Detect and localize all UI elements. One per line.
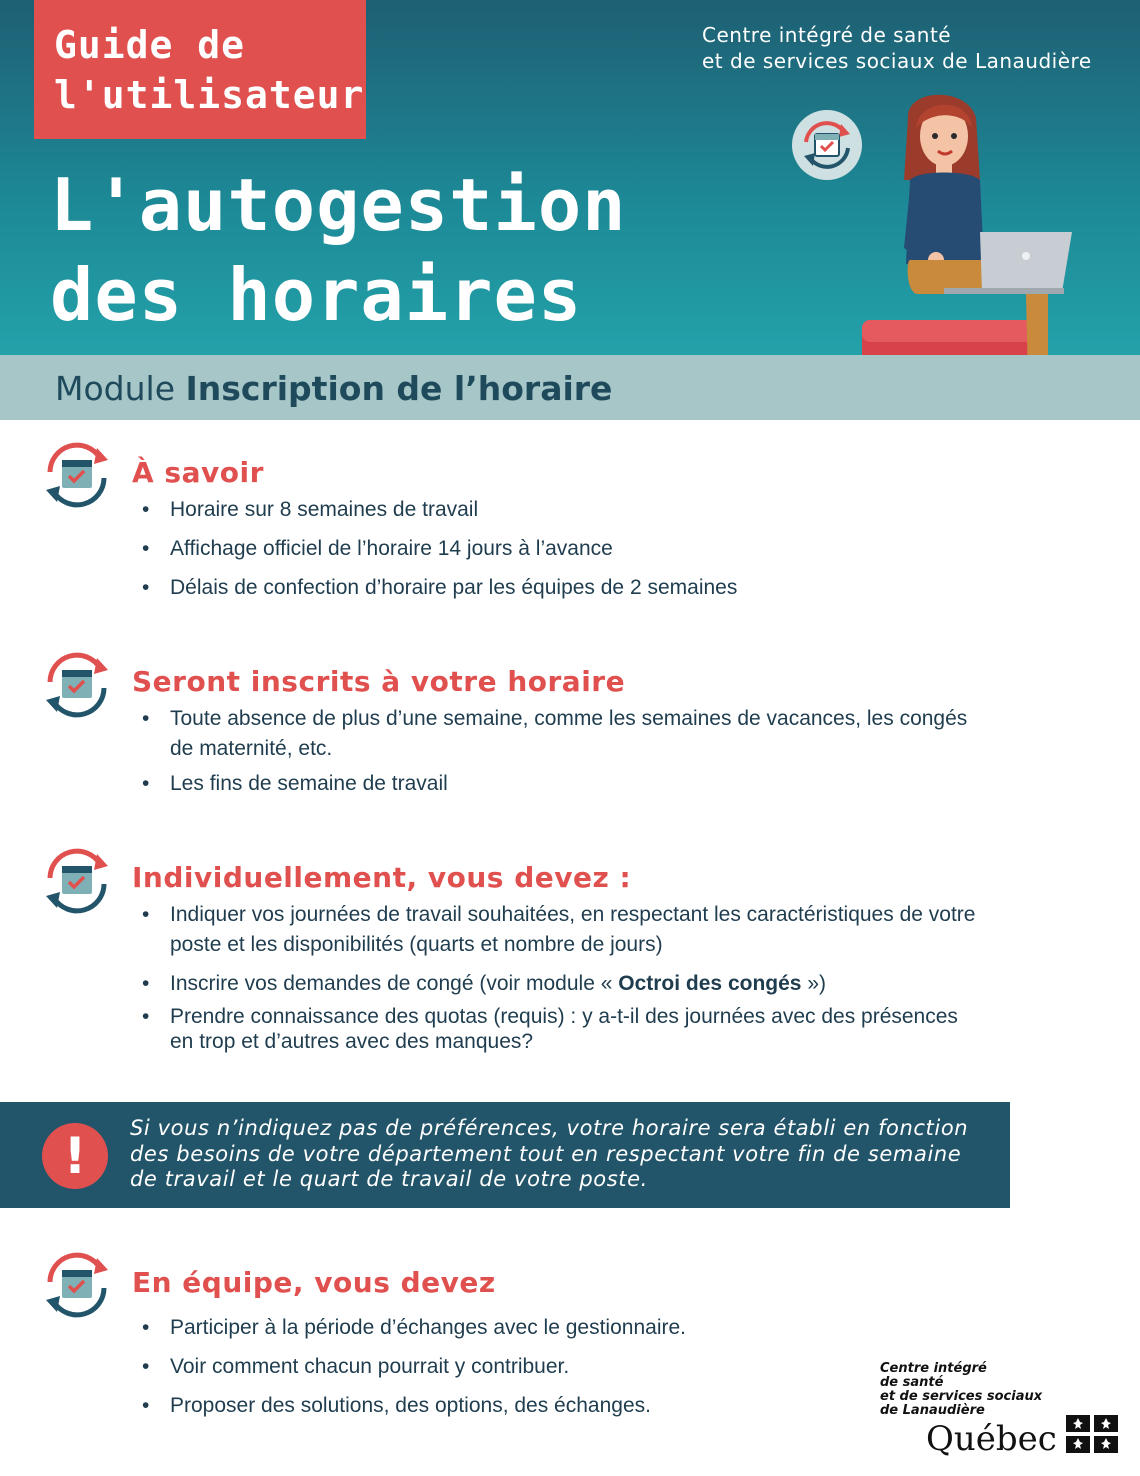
calendar-cycle-icon: [42, 1250, 112, 1320]
module-prefix: Module: [55, 369, 175, 408]
section-title: À savoir: [132, 456, 264, 489]
section-title: Individuellement, vous devez :: [132, 861, 632, 894]
module-name: Inscription de l’horaire: [185, 369, 613, 408]
page-title-line2: des horaires: [50, 253, 583, 337]
calendar-cycle-icon: [792, 110, 862, 180]
list-item: • Indiquer vos journées de travail souhaitées, en respectant les caractéristiques de votre poste et les disponibilités (quarts et nombre de jours): [142, 900, 975, 960]
organization-line1: Centre intégré de santé: [702, 23, 952, 47]
exclamation-icon: !: [42, 1123, 108, 1189]
section-title: En équipe, vous devez: [132, 1266, 496, 1299]
logo-quebec-wordmark: Québec: [926, 1419, 1057, 1459]
list-item: • Inscrire vos demandes de congé (voir module « Octroi des congés »): [142, 969, 975, 999]
section-title: Seront inscrits à votre horaire: [132, 665, 626, 698]
organization-name: [702, 22, 1092, 74]
bullet-list: [142, 900, 975, 1054]
list-item: • Les fins de semaine de travail: [142, 769, 967, 799]
module-title: [55, 369, 612, 409]
guide-label-line1: Guide de: [54, 23, 246, 67]
warning-banner: [0, 1102, 1010, 1208]
module-bar: [0, 355, 1140, 420]
calendar-cycle-icon: [42, 440, 112, 510]
logo-organization: Centre intégré de santé et de services sociaux de Lanaudière: [880, 1361, 1043, 1418]
guide-label-line2: l'utilisateur: [54, 73, 365, 117]
list-item: • Proposer des solutions, des options, des échanges.: [142, 1391, 686, 1421]
calendar-cycle-icon: [42, 846, 112, 916]
bullet-list: [142, 1313, 686, 1421]
list-item: • Participer à la période d’échanges avec le gestionnaire.: [142, 1313, 686, 1343]
guide-label-box: [34, 0, 366, 139]
calendar-cycle-icon: [42, 650, 112, 720]
list-item: • Voir comment chacun pourrait y contribuer.: [142, 1352, 686, 1382]
page-title-line1: L'autogestion: [50, 163, 627, 247]
bullet-list: [142, 495, 737, 603]
page-title: [50, 160, 627, 340]
bullet-list: [142, 704, 967, 799]
organization-line2: et de services sociaux de Lanaudière: [702, 49, 1092, 73]
list-item: • Toute absence de plus d’une semaine, comme les semaines de vacances, les congés de maternité, etc.: [142, 704, 967, 764]
list-item: • Délais de confection d’horaire par les équipes de 2 semaines: [142, 573, 737, 603]
fleur-de-lis-flag-icon: [1066, 1415, 1118, 1453]
list-item: • Affichage officiel de l’horaire 14 jours à l’avance: [142, 534, 737, 564]
list-item: • Prendre connaissance des quotas (requis) : y a-t-il des journées avec des présences en trop et d’autres avec des manques?: [142, 1004, 975, 1054]
list-item: • Horaire sur 8 semaines de travail: [142, 495, 737, 525]
quebec-logo: [880, 1362, 1130, 1462]
warning-text: Si vous n’indiquez pas de préférences, votre horaire sera établi en fonction des besoins de votre département tout en respectant votre fin de semaine de travail et le quart de travail de votre poste.: [130, 1116, 969, 1191]
octroi-conges-link: Octroi des congés: [618, 972, 802, 995]
